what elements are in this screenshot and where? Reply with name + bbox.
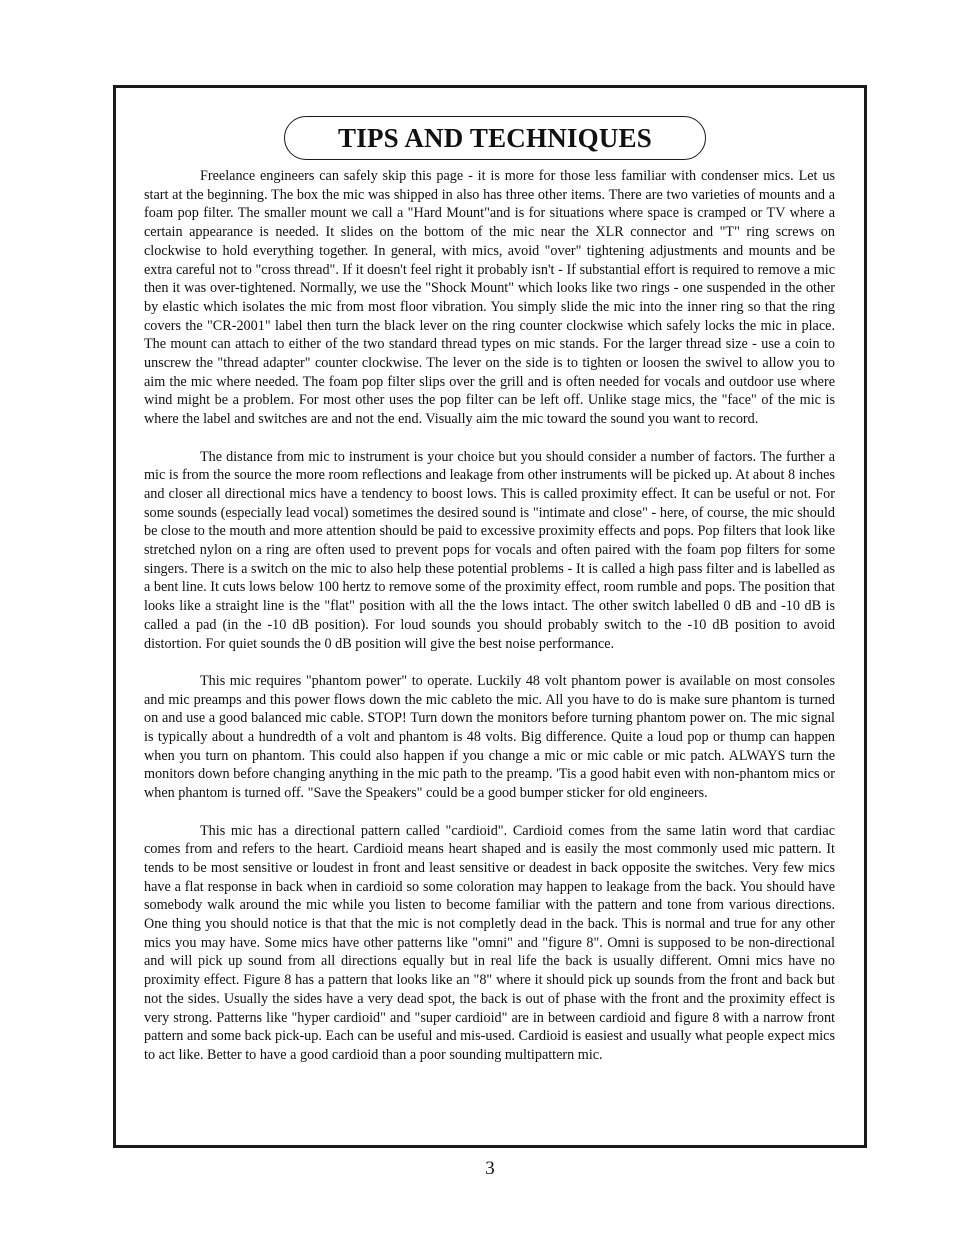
paragraph-cardioid-pattern: This mic has a directional pattern called "cardioid". Cardioid comes from the same latin word that cardiac comes from and refers to the heart. Cardioid means heart shaped and is easily the most commonly used mic pattern. It tends to be most sensitive or loudest in front and least sensitive or deadest in back opposite the switches. Very few mics have a flat response in back when in cardioid so some coloration may happen to leakage from the back. You should have somebody walk around the mic while you listen to become familiar with the pattern and tone from various directions. One thing you should notice is that that the mic is not completly dead in the back. This is normal and true for any other mics you may have. Some mics have other patterns like "omni" and "figure 8". Omni is supposed to be non-directional and will pick up sound from all directions equally but in real life the back is usually different. Omni mics have no proximity effect. Figure 8 has a pattern that looks like an "8" where it should pick up sounds from the front and back but not the sides. Usually the sides have a very dead spot, the back is out of phase with the front and the proximity effect is very strong. Patterns like "hyper cardioid" and "super cardioid" are in between cardioid and figure 8 with a narrow front pattern and some back pick-up. Each can be useful and mis-used. Cardioid is easiest and usually what people expect mics to act like. Better to have a good cardioid than a poor sounding multipattern mic.	[144, 822, 835, 1063]
body-text	[144, 167, 835, 1143]
paragraph-distance-and-proximity: The distance from mic to instrument is your choice but you should consider a number of factors. The further a mic is from the source the more room reflections and leakage from other instruments will be picked up. At about 8 inches and closer all directional mics have a tendency to boost lows. This is called proximity effect. It can be useful or not. For some sounds (especially lead vocal) sometimes the desired sound is "intimate and close" - here, of course, the mic should be close to the mouth and more attention should be paid to excessive proximity effects and pops. Pop filters that look like stretched nylon on a ring are often used to prevent pops for vocals and often paired with the foam pop filters for some singers. There is a switch on the mic to also help these potential problems - It is called a high pass filter and is labelled as a bent line. It cuts lows below 100 hertz to remove some of the proximity effect, room rumble and pops. The position that looks like a straight line is the "flat" position with all the the lows intact. The other switch labelled 0 dB and -10 dB is called a pad (in the -10 dB position). For loud sounds you should probably switch to the -10 dB position to avoid distortion. For quiet sounds the 0 dB position will give the best noise performance.	[144, 448, 835, 652]
title-banner	[284, 116, 706, 160]
paragraph-phantom-power: This mic requires "phantom power" to operate. Luckily 48 volt phantom power is available on most consoles and mic preamps and this power flows down the mic cableto the mic. All you have to do is make sure phantom is turned on and use a good balanced mic cable. STOP! Turn down the monitors before turning phantom power on. The mic signal is typically about a hundredth of a volt and phantom is 48 volts. Big difference. Quite a loud pop or thump can happen when you turn on phantom. This could also happen if you change a mic or mic cable or mic patch. ALWAYS turn the monitors down before changing anything in the mic path to the preamp. 'Tis a good habit even with non-phantom mics or when phantom is turned off. "Save the Speakers" could be a good bumper sticker for old engineers.	[144, 672, 835, 802]
page-number: 3	[485, 1158, 495, 1179]
page-title: TIPS AND TECHNIQUES	[338, 122, 652, 153]
paragraph-accessories-and-mounts: Freelance engineers can safely skip this page - it is more for those less familiar with condenser mics. Let us start at the beginning. The box the mic was shipped in also has three other items. There are two varieties of mounts and a foam pop filter. The smaller mount we call a "Hard Mount"and is for situations where space is cramped or TV where a certain appearance is needed. It slides on the bottom of the mic near the XLR connector and "T" ring screws on clockwise to hold everything together. In general, with mics, avoid "over" tightening adjustments and mounts and be extra careful not to "cross thread". If it doesn't feel right it probably isn't - If substantial effort is required to remove a mic then it was over-tightened. Normally, we use the "Shock Mount" which looks like two rings - one suspended in the other by elastic which isolates the mic from most floor vibration. You simply slide the mic into the inner ring so that the ring covers the "CR-2001" label then turn the black lever on the ring counter clockwise which safely locks the mic in place. The mount can attach to either of the two standard thread types on mic stands. For the larger thread size - use a coin to unscrew the "thread adapter" counter clockwise. The lever on the side is to tighten or loosen the swivel to allow you to aim the mic where needed. The foam pop filter slips over the grill and is often needed for vocals and outdoor use where wind might be a problem. For most other uses the pop filter can be left off. Unlike stage mics, the "face" of the mic is where the label and switches are and not the end. Visually aim the mic toward the sound you want to record.	[144, 168, 835, 428]
